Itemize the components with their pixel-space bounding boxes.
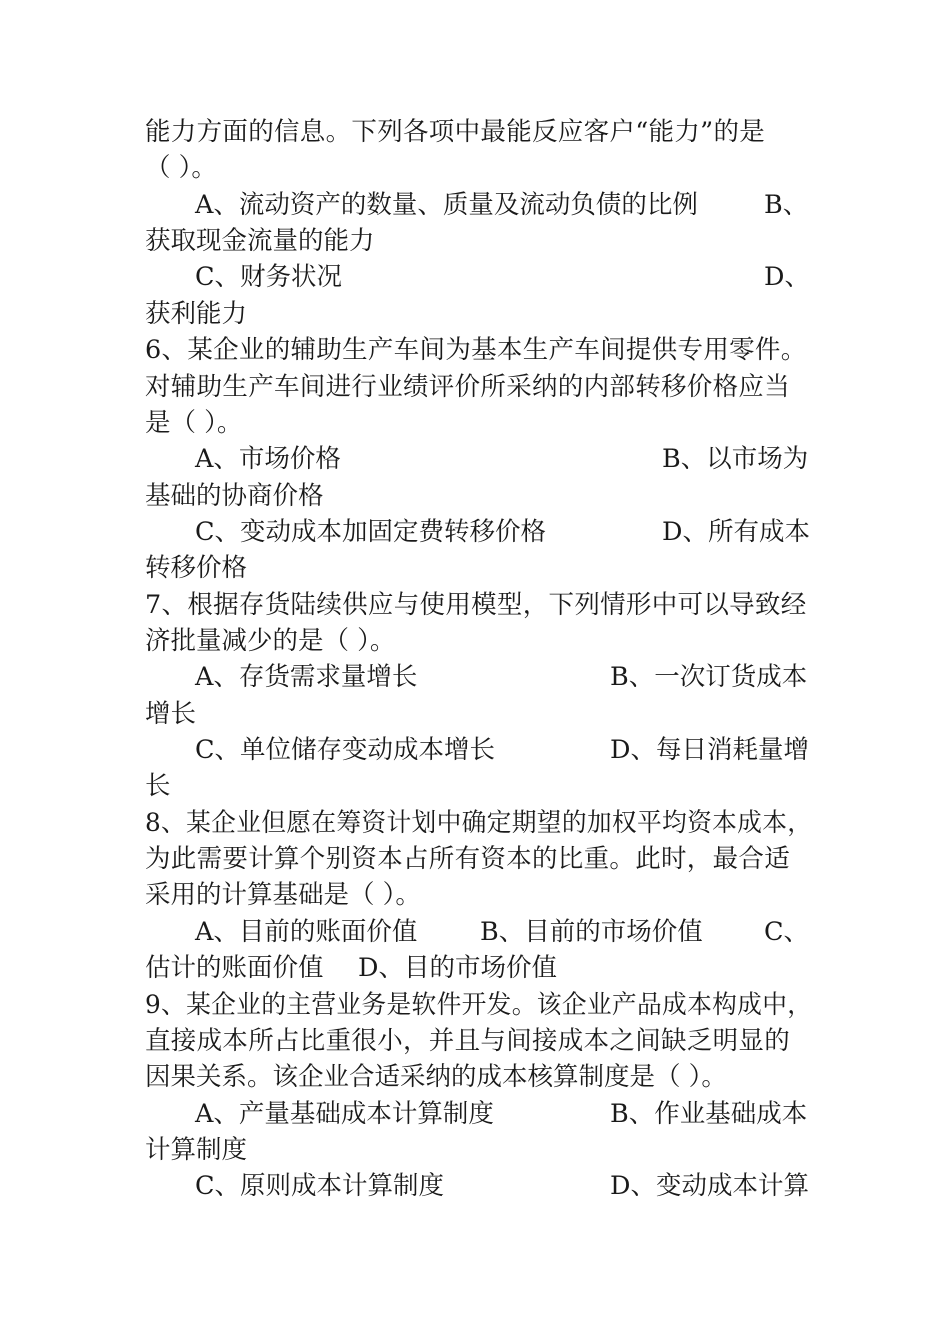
q7-option-d-head: D、每日消耗量增 [610, 735, 809, 765]
q5-option-c: C、财务状况 [195, 262, 343, 292]
q9-option-b-head: B、作业基础成本 [610, 1099, 808, 1129]
q8-stem-line-3: 采用的计算基础是（ ）。 [145, 880, 421, 910]
q6-option-b-tail: 基础的协商价格 [145, 481, 324, 511]
q6-option-b-head: B、以市场为 [662, 444, 809, 474]
q9-stem-line-3: 因果关系。该企业合适采纳的成本核算制度是（ ）。 [145, 1062, 727, 1092]
q7-stem-line-1: 7、根据存货陆续供应与使用模型，下列情形中可以导致经 [145, 590, 807, 620]
q8-stem-line-1: 8、某企业但愿在筹资计划中确定期望的加权平均资本成本， [145, 808, 813, 838]
q9-option-a: A、产量基础成本计算制度 [195, 1099, 494, 1129]
q9-option-b-tail: 计算制度 [145, 1135, 248, 1165]
q5-option-d-text: 获利能力 [145, 299, 248, 329]
q5-option-b-text: 获取现金流量的能力 [145, 226, 375, 256]
q6-option-a: A、市场价格 [195, 444, 341, 474]
q7-option-a: A、存货需求量增长 [195, 662, 418, 692]
q7-option-d-tail: 长 [145, 771, 171, 801]
q7-stem-line-2: 济批量减少的是（ ）。 [145, 626, 396, 656]
q8-option-b: B、目前的市场价值 [480, 917, 703, 947]
q8-option-a: A、目前的账面价值 [195, 917, 418, 947]
q6-stem-line-2: 对辅助生产车间进行业绩评价所采纳的内部转移价格应当 [145, 372, 791, 402]
q6-option-c: C、变动成本加固定费转移价格 [195, 517, 547, 547]
q6-stem-line-3: 是（ ）。 [145, 408, 243, 438]
q7-option-b-tail: 增长 [145, 699, 197, 729]
q8-option-c-head: C、 [764, 917, 810, 947]
q8-option-c-tail: 估计的账面价值 [145, 953, 324, 983]
q5-option-b-label: B、 [764, 190, 809, 220]
q8-stem-line-2: 为此需要计算个别资本占所有资本的比重。此时，最合适 [145, 844, 791, 874]
q7-option-c: C、单位储存变动成本增长 [195, 735, 496, 765]
q6-option-d-tail: 转移价格 [145, 553, 248, 583]
q7-option-b-head: B、一次订货成本 [610, 662, 808, 692]
q9-stem-line-1: 9、某企业的主营业务是软件开发。该企业产品成本构成中， [145, 990, 813, 1020]
q9-option-c: C、原则成本计算制度 [195, 1171, 445, 1201]
q5-option-d-label: D、 [764, 262, 810, 292]
q5-stem-line-2: （ ）。 [145, 153, 217, 183]
q8-option-d: D、目的市场价值 [358, 953, 557, 983]
q6-option-d-head: D、所有成本 [662, 517, 810, 547]
q9-option-d-head: D、变动成本计算 [610, 1171, 809, 1201]
q9-stem-line-2: 直接成本所占比重很小，并且与间接成本之间缺乏明显的 [145, 1026, 791, 1056]
q5-stem-line-1: 能力方面的信息。下列各项中最能反应客户“能力”的是 [145, 117, 766, 147]
q6-stem-line-1: 6、某企业的辅助生产车间为基本生产车间提供专用零件。 [145, 335, 807, 365]
q5-option-a: A、流动资产的数量、质量及流动负债的比例 [195, 190, 698, 220]
